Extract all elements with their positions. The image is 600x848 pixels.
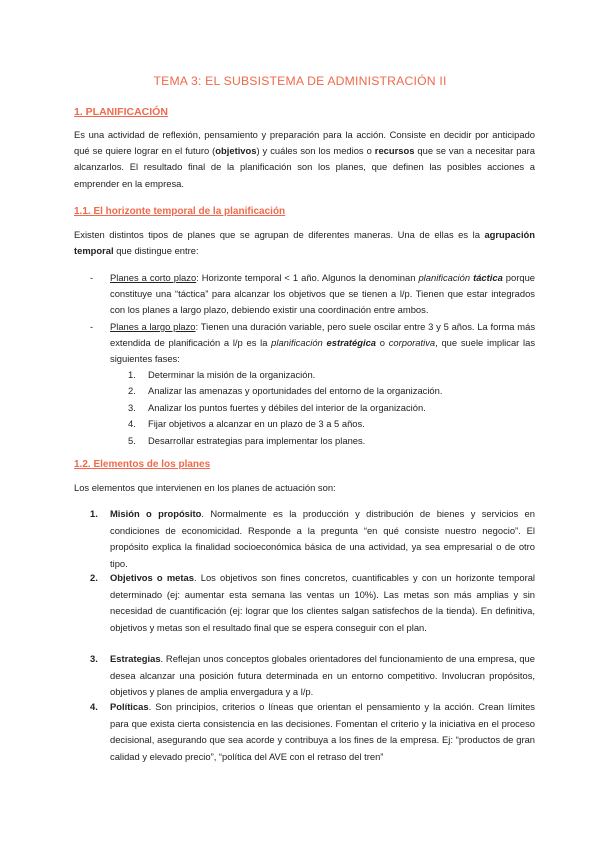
bullet-dash: -	[90, 321, 94, 332]
list-item: 5. Desarrollar estrategias para implementar los planes.	[128, 434, 366, 446]
elementos-intro: Los elementos que intervienen en los planes de actuación son:	[74, 482, 336, 493]
element-item-politicas: 4. Políticas. Son principios, criterios o líneas que orientan el pensamiento y la acción. Crean límites para que exista cierta consistencia en las decisiones. Fomentan el criterio y la iniciativa en el proceso decisional, asegurando que sea acorde y contribuya a los fines de la empresa. Ej: “productos de gran calidad y elevado precio”, “política del AVE con el retraso del tren”	[90, 701, 535, 762]
phases-list	[128, 367, 443, 449]
bullet-corto-plazo: - Planes a corto plazo: Horizonte temporal < 1 año. Algunos la denominan planificación táctica porque constituye una “táctica” para alcanzar los objetivos que se tienen a l/p. Tienen que estar integrados con los planes a largo plazo, debiendo existir una coordinación entre ambos.	[90, 272, 535, 316]
horizonte-paragraph: Existen distintos tipos de planes que se agrupan de diferentes maneras. Una de ellas es la agrupación temporal que distingue entre:	[74, 229, 535, 257]
subsection-heading-horizonte: 1.1. El horizonte temporal de la planificación	[74, 206, 286, 217]
list-item: 2. Analizar las amenazas y oportunidades del entorno de la organización.	[128, 385, 443, 397]
section-heading-planificacion: 1. PLANIFICACIÓN	[74, 106, 168, 118]
element-item-mision: 1. Misión o propósito. Normalmente es la producción y distribución de bienes y servicios en condiciones de economicidad. Responde a la pregunta “en qué consiste nuestro negocio”. El propósito explica la finalidad socioeconómica básica de una actividad, ya sea empresarial o de otro tipo.	[90, 508, 535, 569]
list-item: 4. Fijar objetivos a alcanzar en un plazo de 3 a 5 años.	[128, 418, 365, 430]
document-title: TEMA 3: EL SUBSISTEMA DE ADMINISTRACIÓN II	[153, 74, 447, 88]
list-item: 1. Determinar la misión de la organización.	[128, 369, 316, 380]
bullet-dash: -	[90, 272, 94, 283]
bullet-largo-plazo: - Planes a largo plazo: Tienen una duración variable, pero suele oscilar entre 3 y 5 años. La forma más extendida de planificación a l/p es la planificación estratégica o corporativa, que suele implicar las siguientes fases:	[90, 321, 536, 365]
planificacion-paragraph: Es una actividad de reflexión, pensamiento y preparación para la acción. Consiste en decidir por anticipado qué se quiere lograr en el futuro (objetivos) y cuáles son los medios o recursos que se van a necesitar para alcanzarlos. El resultado final de la planificación son los planes, que definen las posibles acciones a emprender en la empresa.	[74, 129, 535, 189]
element-item-objetivos: 2. Objetivos o metas. Los objetivos son fines concretos, cuantificables y con un horizonte temporal determinado (ej: aumentar esta semana las ventas un 10%). Las metas son más amplias y sin necesidad de cuantificación (ej: lograr que los clientes salgan satisfechos de la tienda). En definitiva, objetivos y metas son el resultado final que se espera conseguir con el plan.	[90, 572, 535, 633]
subsection-heading-elementos: 1.2. Elementos de los planes	[74, 459, 211, 470]
list-item: 3. Analizar los puntos fuertes y débiles del interior de la organización.	[128, 401, 426, 413]
element-item-estrategias: 3. Estrategias. Reflejan unos conceptos globales orientadores del funcionamiento de una empresa, que desea alcanzar una posición futura determinada en un entorno competitivo. Involucran propósitos, objetivos y planes de amplia envergadura y a l/p.	[90, 653, 535, 697]
